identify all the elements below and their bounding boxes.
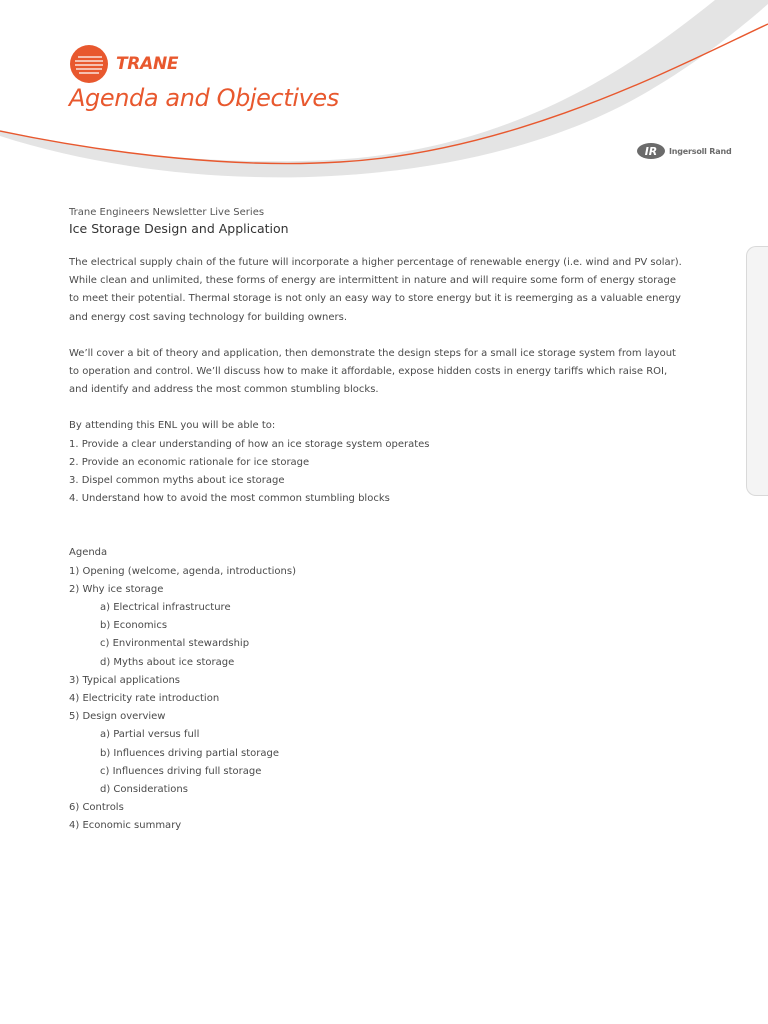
paragraph-line: We’ll cover a bit of theory and application, then demonstrate the design steps for a small ice storage system from layout <box>69 347 676 359</box>
ingersoll-rand-text: Ingersoll Rand <box>669 146 732 156</box>
trane-logo-text: TRANE <box>116 54 179 74</box>
objective-item: 4. Understand how to avoid the most common stumbling blocks <box>69 493 390 505</box>
agenda-item: 4) Economic summary <box>69 820 182 832</box>
objectives-list <box>69 436 689 509</box>
intro-paragraph <box>69 254 689 327</box>
agenda-item: 4) Electricity rate introduction <box>69 693 220 705</box>
agenda-subitem: a) Partial versus full <box>100 729 200 741</box>
agenda-item: 2) Why ice storage <box>69 583 164 595</box>
overview-paragraph <box>69 345 689 400</box>
agenda-heading: Agenda <box>69 547 108 559</box>
side-tab <box>746 246 768 496</box>
series-label: Trane Engineers Newsletter Live Series <box>69 207 265 218</box>
agenda-item: 6) Controls <box>69 802 124 814</box>
paragraph-line: to meet their potential. Thermal storage is not only an easy way to store energy but it is reemerging as a valuable energy <box>69 293 681 305</box>
ir-initials: IR <box>644 145 658 158</box>
agenda-subitem: d) Considerations <box>100 784 188 796</box>
agenda-subitem: d) Myths about ice storage <box>100 656 235 668</box>
agenda-list <box>69 563 689 836</box>
objective-item: 1. Provide a clear understanding of how an ice storage system operates <box>69 438 430 450</box>
paragraph-line: The electrical supply chain of the future will incorporate a higher percentage of renewable energy (i.e. wind and PV solar). <box>69 257 682 268</box>
agenda-subitem: b) Economics <box>100 620 168 632</box>
agenda-item: 3) Typical applications <box>69 674 180 686</box>
agenda-subitem: c) Environmental stewardship <box>100 638 250 650</box>
objective-item: 2. Provide an economic rationale for ice storage <box>69 456 310 468</box>
paragraph-line: While clean and unlimited, these forms of energy are intermittent in nature and will require some form of energy storage <box>69 275 677 287</box>
agenda-subitem: b) Influences driving partial storage <box>100 747 280 759</box>
ingersoll-rand-logo <box>636 142 731 160</box>
page-title: Agenda and Objectives <box>69 84 339 112</box>
document-body <box>69 206 689 836</box>
trane-circle-icon <box>69 44 109 84</box>
paragraph-line: and identify and address the most common stumbling blocks. <box>69 384 379 396</box>
document-subtitle: Ice Storage Design and Application <box>69 221 289 236</box>
paragraph-line: to operation and control. We’ll discuss how to make it affordable, expose hidden costs in energy tariffs which raise ROI, <box>69 366 668 378</box>
paragraph-line: and energy cost saving technology for building owners. <box>69 311 347 323</box>
objective-item: 3. Dispel common myths about ice storage <box>69 475 285 487</box>
ir-oval-icon <box>636 142 666 160</box>
agenda-subitem: c) Influences driving full storage <box>100 765 262 777</box>
objectives-intro: By attending this ENL you will be able to: <box>69 420 276 432</box>
agenda-item: 1) Opening (welcome, agenda, introductions) <box>69 565 296 577</box>
agenda-item: 5) Design overview <box>69 711 166 723</box>
trane-logo <box>69 44 178 84</box>
agenda-subitem: a) Electrical infrastructure <box>100 602 231 614</box>
